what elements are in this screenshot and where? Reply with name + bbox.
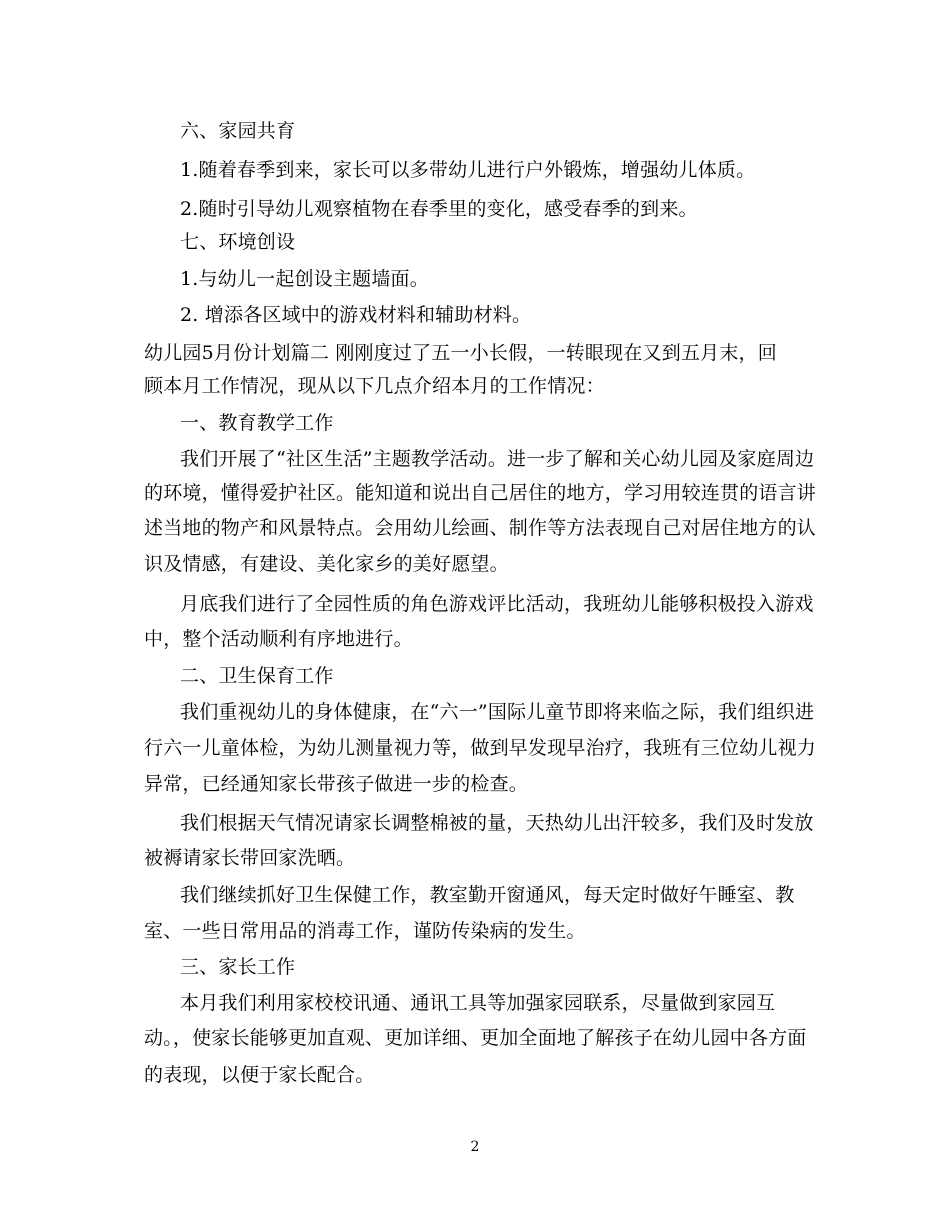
paragraph-line: 月底我们进行了全园性质的角色游戏评比活动，我班幼儿能够积极投入游戏 xyxy=(180,593,814,615)
paragraph-line: 异常，已经通知家长带孩子做进一步的检查。 xyxy=(144,773,529,795)
paragraph-line: 1.与幼儿一起创设主题墙面。 xyxy=(180,268,429,290)
paragraph-line: 1.随着春季到来，家长可以多带幼儿进行户外锻炼，增强幼儿体质。 xyxy=(180,159,756,181)
section-heading-family-cooperation: 六、家园共育 xyxy=(180,120,296,142)
paragraph-line: 识及情感，有建设、美化家乡的美好愿望。 xyxy=(144,553,509,575)
section-heading-environment: 七、环境创设 xyxy=(180,231,296,253)
paragraph-line: 我们根据天气情况请家长调整棉被的量，天热幼儿出汗较多，我们及时发放 xyxy=(180,812,814,834)
page-number: 2 xyxy=(470,1139,480,1155)
paragraph-line: 我们重视幼儿的身体健康，在“六一”国际儿童节即将来临之际，我们组织进 xyxy=(180,701,815,723)
paragraph-line: 述当地的物产和风景特点。会用幼儿绘画、制作等方法表现自己对居住地方的认 xyxy=(144,517,817,539)
paragraph-line: 2. 增添各区域中的游戏材料和辅助材料。 xyxy=(180,304,532,326)
paragraph-line: 动。，使家长能够更加直观、更加详细、更加全面地了解孩子在幼儿园中各方面 xyxy=(144,1027,807,1049)
section-heading-health-care: 二、卫生保育工作 xyxy=(180,665,334,687)
paragraph-line: 2.随时引导幼儿观察植物在春季里的变化，感受春季的到来。 xyxy=(180,198,698,220)
section-heading-parent-work: 三、家长工作 xyxy=(180,956,296,978)
plan-title-line: 幼儿园5月份计划篇二 刚刚度过了五一小长假，一转眼现在又到五月末，回 xyxy=(144,342,777,364)
paragraph-line: 中，整个活动顺利有序地进行。 xyxy=(144,628,413,650)
paragraph-line: 的环境，懂得爱护社区。能知道和说出自己居住的地方，学习用较连贯的语言讲 xyxy=(144,482,817,504)
paragraph-line: 本月我们利用家校校讯通、通讯工具等加强家园联系，尽量做到家园互 xyxy=(180,992,776,1014)
section-heading-education: 一、教育教学工作 xyxy=(180,412,334,434)
paragraph-line: 的表现，以便于家长配合。 xyxy=(144,1064,375,1086)
paragraph-line: 我们开展了“社区生活”主题教学活动。进一步了解和关心幼儿园及家庭周边 xyxy=(180,448,815,470)
paragraph-line: 顾本月工作情况，现从以下几点介绍本月的工作情况： xyxy=(144,375,605,397)
paragraph-line: 室、一些日常用品的消毒工作，谨防传染病的发生。 xyxy=(144,920,586,942)
paragraph-line: 我们继续抓好卫生保健工作，教室勤开窗通风，每天定时做好午睡室、教 xyxy=(180,884,795,906)
paragraph-line: 行六一儿童体检，为幼儿测量视力等，做到早发现早治疗，我班有三位幼儿视力 xyxy=(144,737,817,759)
paragraph-line: 被褥请家长带回家洗晒。 xyxy=(144,847,356,869)
